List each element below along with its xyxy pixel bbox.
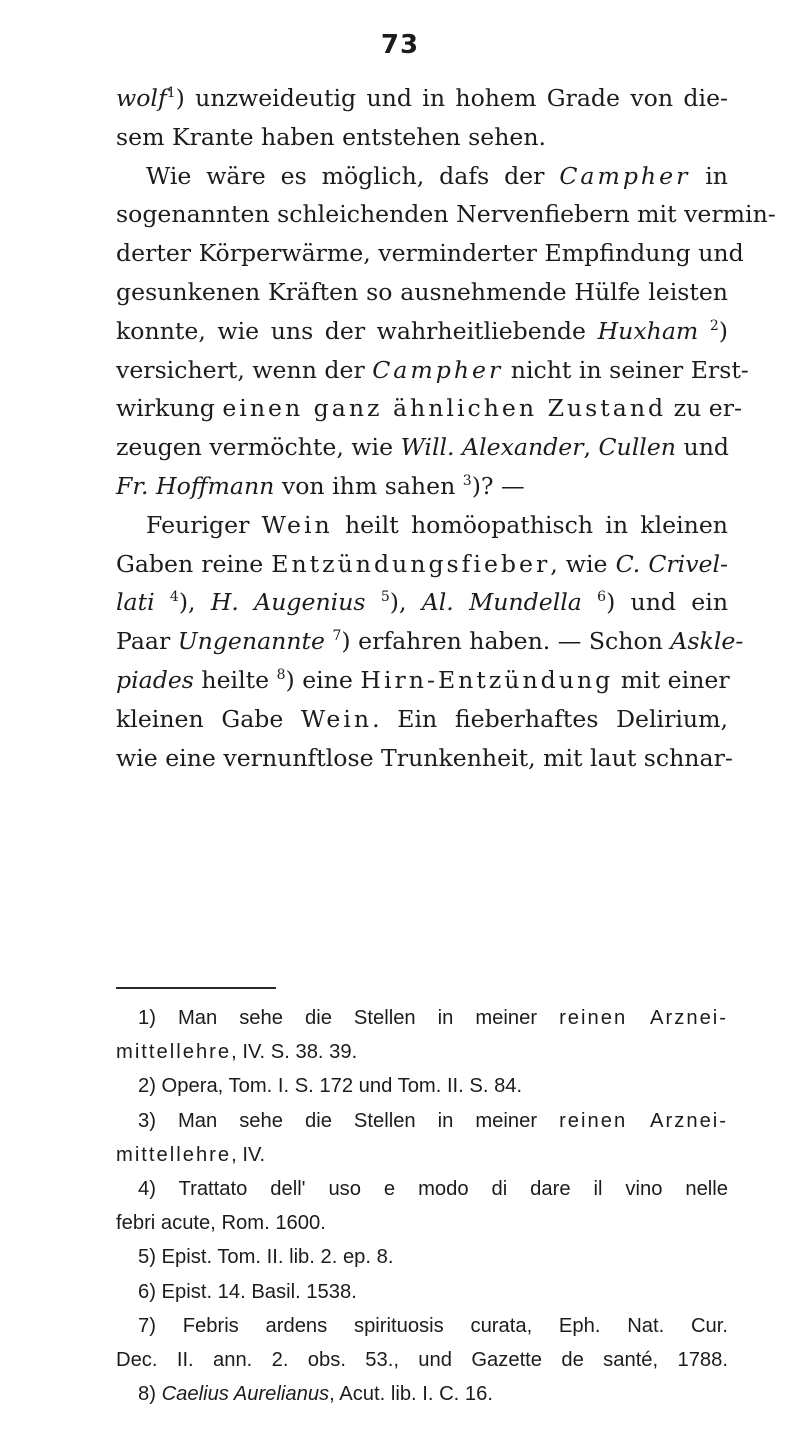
- main-text: [116, 79, 776, 777]
- text-run: Campher: [372, 355, 504, 384]
- footnote-line: [116, 1172, 728, 1206]
- text-run: [698, 317, 710, 345]
- text-run: zeugen vermöchte, wie: [116, 433, 401, 462]
- text-run: Will. Alexander: [400, 433, 584, 462]
- footnote-line: [116, 1035, 728, 1069]
- text-run: Caelius Aurelianus: [161, 1383, 330, 1406]
- footnote-line: [116, 1343, 728, 1377]
- text-line: [116, 545, 728, 584]
- footnote-separator-rule: [116, 987, 276, 989]
- text-run: Fr. Hoffmann: [116, 471, 275, 500]
- text-run: 6) Epist. 14. Basil. 1538.: [138, 1280, 357, 1303]
- text-line: [116, 661, 728, 700]
- text-run: mittellehre: [116, 1143, 232, 1166]
- text-run: 8): [138, 1383, 162, 1406]
- footnote-line: [116, 1309, 728, 1343]
- text-run: C. Crivel-: [615, 549, 729, 578]
- text-run: nicht in seiner Erst-: [503, 355, 749, 384]
- footnotes: [116, 1001, 728, 1411]
- text-run: ),: [389, 588, 422, 617]
- text-run: konnte, wie uns der wahrheitliebende: [116, 316, 598, 345]
- page-number: 73: [380, 30, 420, 60]
- text-run: reinen Arznei-: [559, 1007, 729, 1029]
- footnote-marker: 7: [332, 628, 342, 645]
- text-run: )? —: [471, 471, 525, 500]
- text-line: [116, 157, 728, 196]
- text-run: versichert, wenn der: [116, 355, 373, 384]
- text-line: [116, 467, 728, 506]
- text-run: 2) Opera, Tom. I. S. 172 und Tom. II. S. 84.: [138, 1075, 523, 1098]
- footnote-line: [116, 1069, 728, 1103]
- text-run: 7) Febris ardens spirituosis curata, Eph. Nat. Cur.: [138, 1314, 728, 1337]
- footnote-line: [116, 1104, 728, 1138]
- text-run: ) unzweideutig und in hohem Grade von die-: [175, 84, 728, 112]
- footnote-line: [116, 1206, 728, 1240]
- text-line: [116, 312, 728, 351]
- text-run: , IV.: [231, 1143, 266, 1166]
- text-run: Askle-: [670, 627, 744, 656]
- footnote-marker: 5: [380, 589, 390, 606]
- text-run: Cullen: [598, 433, 676, 462]
- text-run: gesunkenen Kräften so ausnehmende Hülfe leisten: [116, 277, 728, 306]
- text-run: zu er-: [666, 394, 742, 423]
- text-run: [155, 588, 170, 616]
- footnote-marker: 6: [597, 589, 607, 606]
- text-line: [116, 79, 728, 118]
- text-run: wolf: [116, 84, 167, 112]
- text-line: [116, 506, 728, 545]
- footnote-marker: 3: [462, 472, 472, 489]
- footnote-marker: 1: [166, 85, 176, 101]
- text-run: Campher: [559, 161, 691, 190]
- text-run: , wie: [550, 549, 616, 578]
- text-run: Wein: [301, 704, 373, 733]
- text-line: [116, 622, 744, 661]
- text-run: [366, 588, 381, 616]
- footnote-line: [116, 1240, 728, 1274]
- text-run: febri acute, Rom. 1600.: [116, 1212, 326, 1235]
- text-run: Hirn-Entzündung: [360, 665, 614, 694]
- text-run: ): [718, 316, 728, 345]
- footnote-line: [116, 1001, 728, 1035]
- text-run: reinen Arznei-: [559, 1109, 729, 1132]
- text-run: von ihm sahen: [274, 471, 463, 500]
- text-run: Feuriger: [146, 510, 262, 539]
- text-line: [116, 700, 728, 739]
- text-run: Wein: [261, 510, 333, 539]
- text-run: Paar: [116, 627, 178, 656]
- text-run: und: [676, 433, 729, 462]
- text-run: ),: [178, 588, 211, 617]
- text-run: , IV. S. 38. 39.: [231, 1041, 358, 1064]
- text-run: heilt homöopathisch in kleinen: [332, 510, 728, 539]
- text-run: 5) Epist. Tom. II. lib. 2. ep. 8.: [138, 1246, 394, 1269]
- text-run: . Ein fieberhaftes Delirium,: [372, 704, 728, 733]
- footnote-line: [116, 1377, 728, 1411]
- footnote-line: [116, 1275, 728, 1309]
- text-run: lati: [116, 588, 155, 617]
- text-run: Entzündungsfieber: [271, 549, 551, 578]
- text-line: [116, 195, 776, 234]
- text-run: Huxham: [597, 316, 699, 345]
- footnote-marker: 8: [276, 666, 286, 683]
- text-line: [116, 118, 728, 157]
- text-run: Dec. II. ann. 2. obs. 53., und Gazette de santé, 1788.: [116, 1348, 728, 1371]
- text-run: 3) Man sehe die Stellen in meiner: [138, 1109, 560, 1132]
- text-run: ) eine: [285, 665, 361, 694]
- text-run: Wie wäre es möglich, dafs der: [146, 161, 560, 190]
- text-run: 1) Man sehe die Stellen in meiner: [138, 1007, 560, 1029]
- text-line: [116, 739, 733, 778]
- text-run: piades: [116, 665, 194, 694]
- text-run: [582, 588, 597, 616]
- text-run: mit einer: [613, 665, 730, 694]
- text-run: ) erfahren haben. — Schon: [341, 627, 671, 656]
- text-run: H. Augenius: [210, 588, 366, 617]
- footnote-line: [116, 1138, 728, 1172]
- text-run: wie eine vernunftlose Trunkenheit, mit laut schnar-: [116, 743, 733, 772]
- text-run: Al. Mundella: [421, 588, 582, 617]
- text-run: in: [690, 161, 728, 190]
- footnote-marker: 4: [169, 589, 179, 606]
- text-run: 4) Trattato dell' uso e modo di dare il vino nelle: [138, 1177, 728, 1200]
- text-run: , Acut. lib. I. C. 16.: [329, 1383, 493, 1406]
- text-run: heilte: [193, 665, 277, 694]
- text-line: [116, 273, 728, 312]
- text-run: Ungenannte: [177, 627, 325, 656]
- text-line: [116, 583, 728, 622]
- text-run: wirkung: [116, 394, 223, 423]
- text-run: ,: [583, 433, 599, 462]
- text-line: [116, 389, 742, 428]
- footnote-marker: 2: [709, 317, 719, 334]
- text-run: mittellehre: [116, 1041, 232, 1064]
- text-run: derter Körperwärme, verminderter Empfindung und: [116, 239, 744, 268]
- text-line: [116, 234, 744, 273]
- text-run: sogenannten schleichenden Nervenfiebern mit vermin-: [116, 200, 776, 229]
- text-run: Gaben reine: [116, 549, 272, 578]
- text-line: [116, 351, 749, 390]
- text-run: sem Krante haben entstehen sehen.: [116, 122, 547, 151]
- text-line: [116, 428, 728, 467]
- text-run: einen ganz ähnlichen Zustand: [222, 394, 667, 423]
- text-run: ) und ein: [606, 588, 729, 617]
- text-run: kleinen Gabe: [116, 704, 302, 733]
